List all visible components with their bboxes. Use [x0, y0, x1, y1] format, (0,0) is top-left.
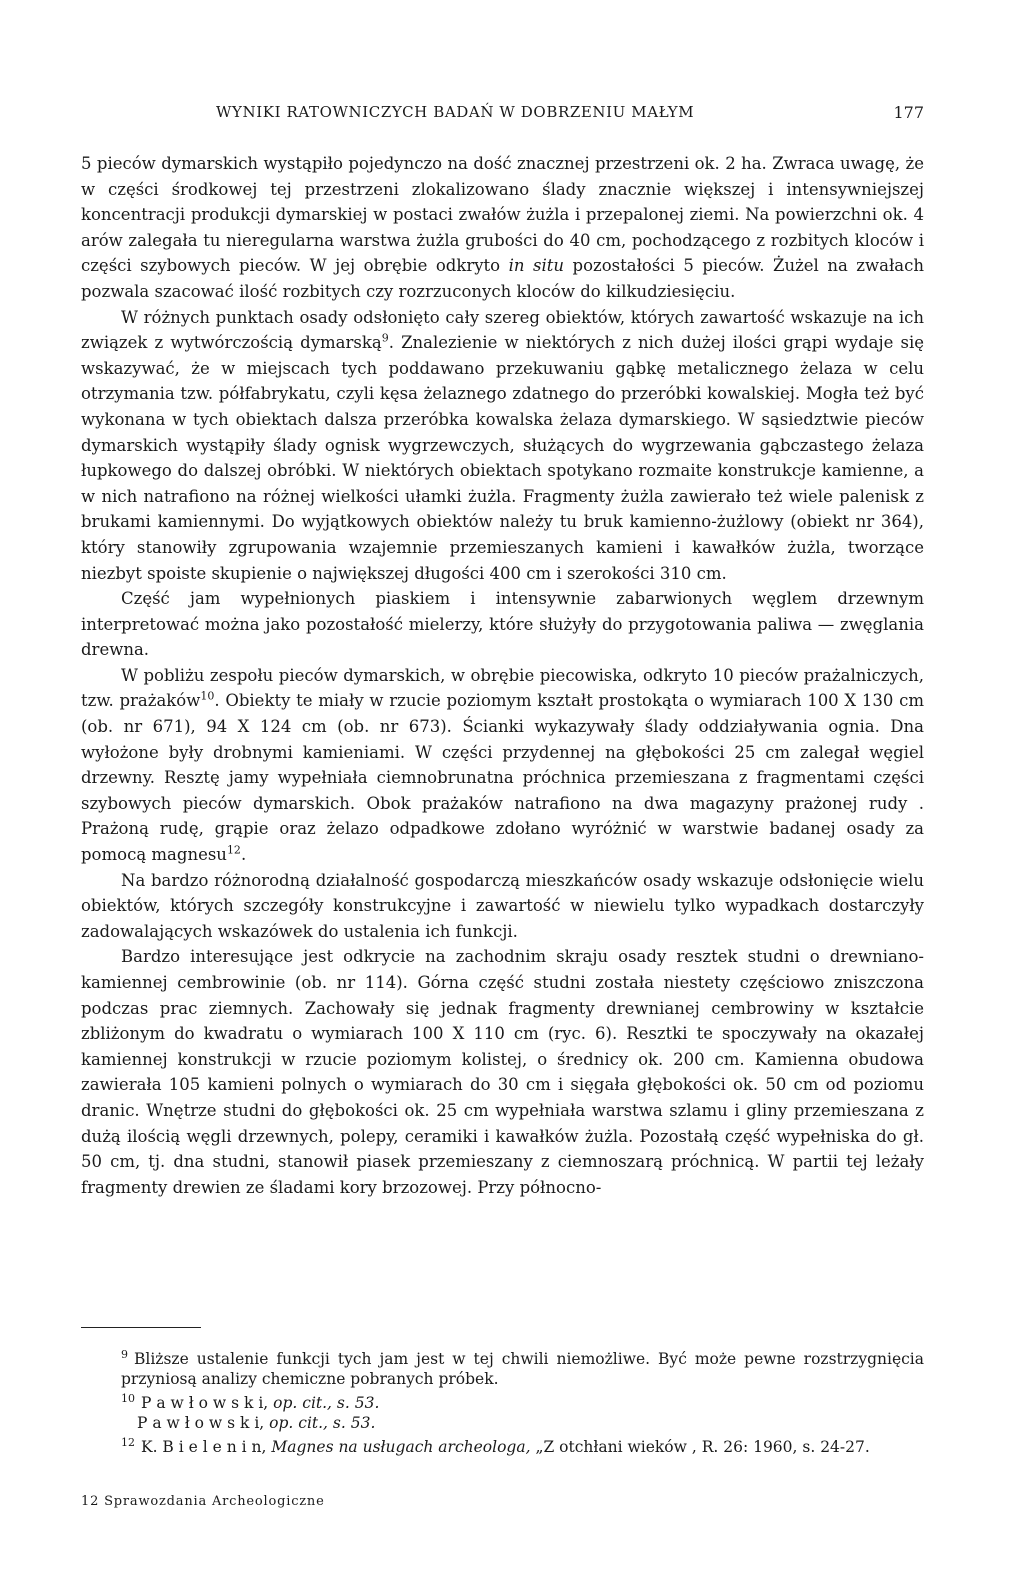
footnote-12 — [81, 1433, 924, 1457]
paragraph-1-text: 5 pieców dymarskich wystąpiło pojedynczo na dość znacznej przestrzeni ok. 2 ha. Zwraca uwagę, że w części środkowej tej przestrzeni zlokalizowano ślady znacznie większej i intensywniejszej koncentracji produkcji dymarskiej w postaci zwałów żużla i przepalonej ziemi. Na powierzchni ok. 4 arów zalegała tu nieregularna warstwa żużla grubości do 40 cm, pochodzącego z rozbitych kloców i części szybowych pieców. W jej obrębie odkryto — [81, 154, 924, 276]
footnote-ref-9: 9 — [381, 331, 389, 345]
footnote-10-rest: op. cit., s. 53. — [273, 1394, 380, 1413]
running-title: WYNIKI RATOWNICZYCH BADAŃ W DOBRZENIU MAŁYM — [216, 103, 695, 121]
footnote-12-author: K. B i e l e n i n, — [141, 1438, 267, 1457]
paragraph-2-text: W różnych punktach osady odsłonięto cały szereg obiektów, których zawartość wskazuje na ich związek z wytwórczością dymarską — [81, 307, 924, 353]
paragraph-2 — [81, 305, 924, 587]
page-number: 177 — [893, 103, 924, 122]
paragraph-5 — [81, 868, 924, 945]
document-page — [81, 0, 924, 1569]
footnote-10-mark: 10 — [121, 1392, 135, 1406]
footnote-9-mark: 9 — [121, 1348, 128, 1361]
footnote-9 — [81, 1345, 924, 1389]
page-header — [81, 103, 924, 127]
paragraph-2-tail: . Znalezienie w niektórych z nich dużej ilości grąpi wydaje się wskazywać, że w miejscach tych poddawano przekuwaniu gąbkę metalicznego żelaza w celu otrzymania tzw. półfabrykatu, czyli kęsa żelaznego zdatnego do przeróbki kowalskiej. Mogła też być wykonana w tych obiektach dalsza przeróbka kowalska żelaza dymarskiego. W sąsiedztwie pieców dymarskich wystąpiły ślady ognisk wygrzewczych, służących do wygrzewania gąbczastego żelaza łupkowego do dalszej obróbki. W niektórych obiektach spotykano rozmaite konstrukcje kamienne, a w nich natrafiono na różnej wielkości ułamki żużla. Fragmenty żużla zawierało też wiele palenisk z brukami kamiennymi. Do wyjątkowych obiektów należy tu bruk kamienno-żużlowy (obiekt nr 364), który stanowiły zgrupowania wzajemnie przemieszanych kamieni i kawałków żużla, tworzące niezbyt spoiste skupienie o największej długości 400 cm i szerokości 310 cm. — [81, 333, 924, 583]
footnote-11-author: P a w ł o w s k i, — [137, 1414, 265, 1433]
paragraph-3-text: Część jam wypełnionych piaskiem i intensywnie zabarwionych węglem drzewnym interpretować można jako pozostałość mielerzy, które służyły do przygotowania paliwa — zwęglania drewna. — [81, 589, 924, 660]
paragraph-4 — [81, 663, 924, 868]
footnote-9-text: Bliższe ustalenie funkcji tych jam jest w tej chwili niemożliwe. Być może pewne rozstrzygnięcia przyniosą analizy chemiczne pobranych próbek. — [121, 1350, 924, 1389]
footnote-10 — [81, 1389, 924, 1413]
footnote-ref-10: 10 — [200, 689, 215, 703]
body-text — [81, 151, 924, 1200]
paragraph-1-tail: pozostałości 5 pieców. Żużel na zwałach pozwala szacować ilość rozbitych czy rozrzuconych kloców do kilkudziesięciu. — [81, 256, 924, 301]
paragraph-1 — [81, 151, 924, 305]
footnote-12-mark: 12 — [121, 1436, 135, 1450]
footnote-ref-12: 12 — [226, 843, 241, 857]
paragraph-3 — [81, 586, 924, 663]
footnote-12-title: Magnes na usługach archeologa, — [271, 1438, 531, 1457]
footnote-11-rest: op. cit., s. 53. — [269, 1414, 376, 1433]
paragraph-6 — [81, 944, 924, 1200]
paragraph-4-end: . — [240, 845, 247, 865]
paragraph-4-tail: . Obiekty te miały w rzucie poziomym kształt prostokąta o wymiarach 100 X 130 cm (ob. nr 671), 94 X 124 cm (ob. nr 673). Ścianki wykazywały ślady oddziaływania ognia. Dna wyłożone były drobnymi kamieniami. W części przydennej na głębokości 25 cm zalegał węgiel drzewny. Resztę jamy wypełniała ciemnobrunatna próchnica przemieszana z fragmentami części szybowych pieców dymarskich. Obok prażaków natrafiono na dwa magazyny prażonej rudy . Prażoną rudę, grąpie oraz żelazo odpadkowe zdołano wyróżnić w warstwie badanej osady za pomocą magnesu — [81, 691, 924, 865]
paragraph-4-text: W pobliżu zespołu pieców dymarskich, w obrębie piecowiska, odkryto 10 pieców prażalniczych, tzw. prażaków — [81, 665, 924, 711]
italic-in-situ: in situ — [508, 256, 565, 276]
footnote-divider — [81, 1327, 201, 1328]
paragraph-5-text: Na bardzo różnorodną działalność gospodarczą mieszkańców osady wskazuje odsłonięcie wielu obiektów, których szczegóły konstrukcyjne i zawartość w niewielu tylko wypadkach dostarczyły zadowalających wskazówek do ustalenia ich funkcji. — [81, 870, 924, 941]
footnote-10-author: P a w ł o w s k i, — [141, 1394, 269, 1413]
paragraph-6-text: Bardzo interesujące jest odkrycie na zachodnim skraju osady resztek studni o drewniano-kamiennej cembrowinie (ob. nr 114). Górna część studni została niestety częściowo zniszczona podczas prac ziemnych. Zachowały się jednak fragmenty drewnianej cembrowiny w kształcie zbliżonym do kwadratu o wymiarach 100 X 110 cm (ryc. 6). Resztki te spoczywały na okazałej kamiennej konstrukcji w rzucie poziomym kolistej, o średnicy ok. 200 cm. Kamienna obudowa zawierała 105 kamieni polnych o wymiarach do 30 cm i sięgała głębokości ok. 50 cm od poziomu dranic. Wnętrze studni do głębokości ok. 25 cm wypełniała warstwa szlamu i gliny przemieszana z dużą ilością węgli drzewnych, polepy, ceramiki i kawałków żużla. Pozostałą część wypełniska do gł. 50 cm, tj. dna studni, stanowił piasek przemieszany z ciemnoszarą próchnicą. W partii tej leżały fragmenty drewien ze śladami kory brzozowej. Przy północno- — [81, 947, 924, 1197]
signature-mark: 12 Sprawozdania Archeologiczne — [81, 1494, 325, 1509]
footnote-11 — [81, 1413, 924, 1433]
footnotes — [81, 1345, 924, 1457]
footnote-12-rest: „Z otchłani wieków , R. 26: 1960, s. 24-27. — [535, 1438, 870, 1457]
